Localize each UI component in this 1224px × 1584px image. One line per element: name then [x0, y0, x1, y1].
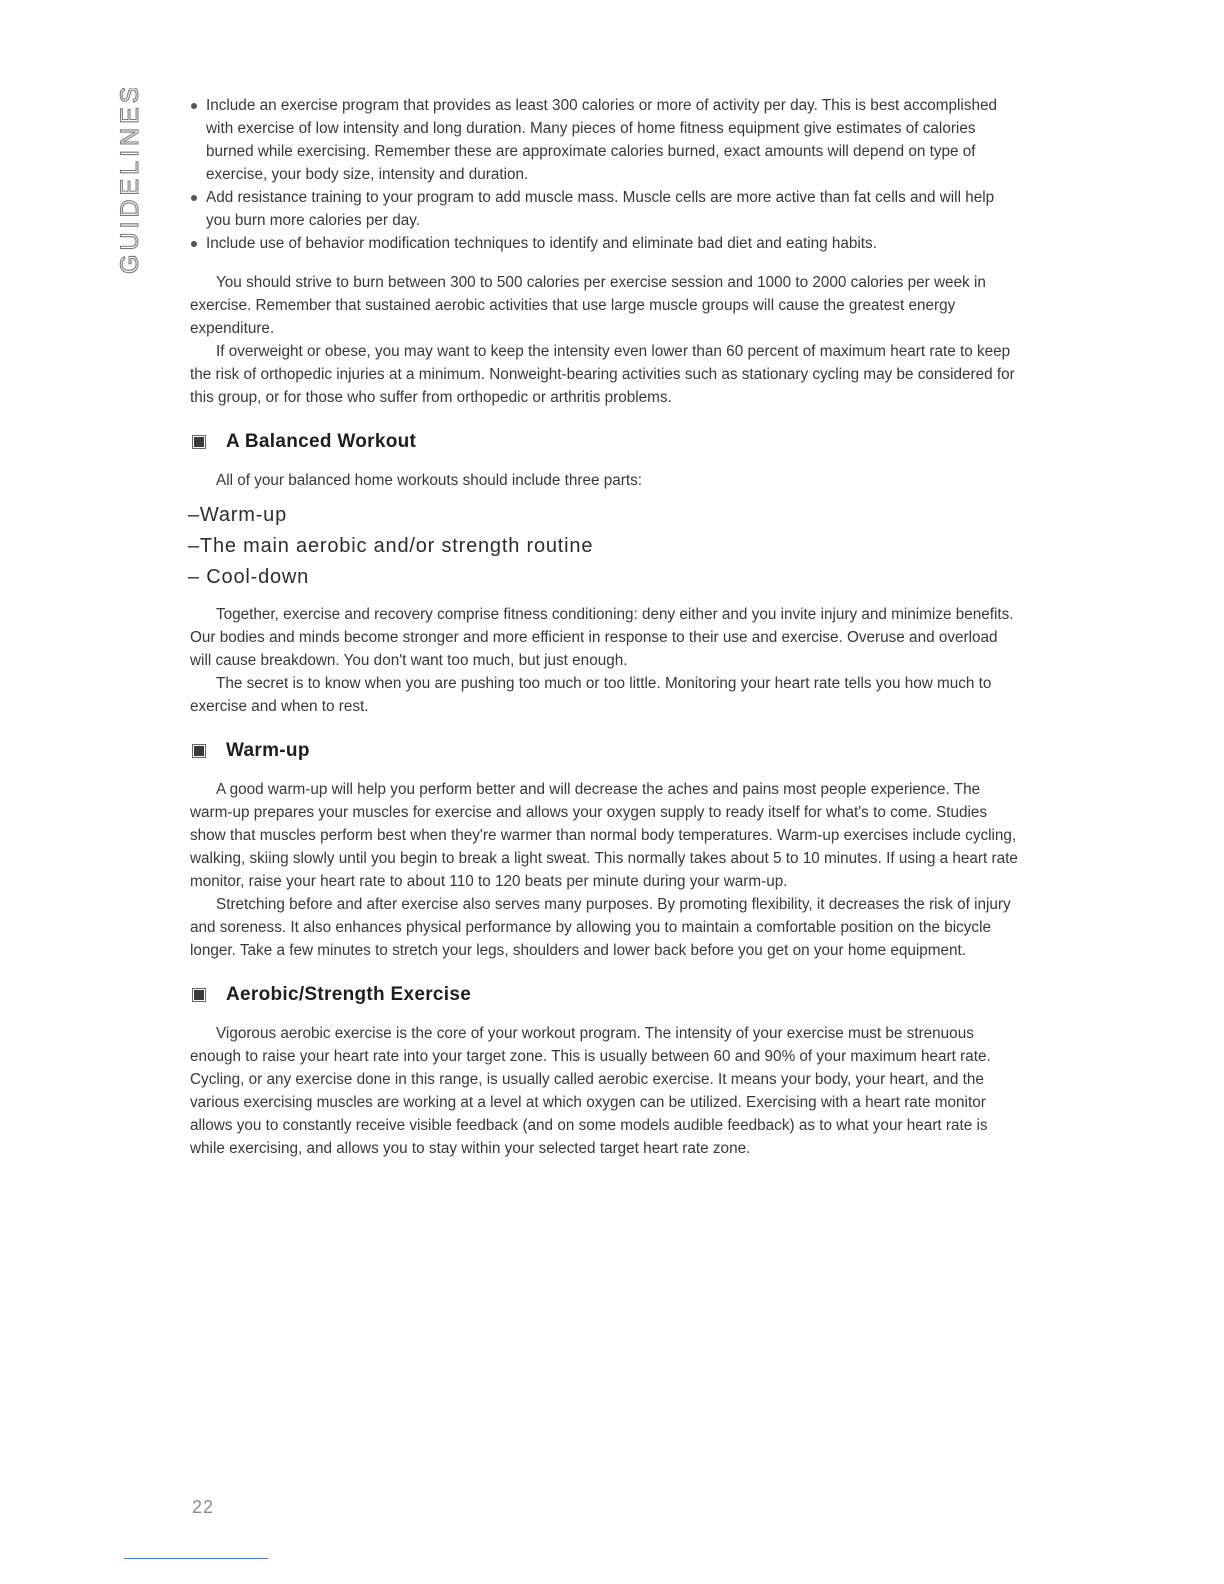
- body-paragraph: The secret is to know when you are pushing too much or too little. Monitoring your heart rate tells you how much to exercise and when to rest.: [190, 675, 992, 715]
- square-bullet-icon: [194, 990, 204, 1000]
- workout-parts-list: [190, 500, 1020, 593]
- body-paragraph: Vigorous aerobic exercise is the core of your workout program. The intensity of your exercise must be strenuous enough to raise your heart rate into your target zone. This is usually between 60 and 90% of your maximum heart rate. Cycling, or any exercise done in this range, is usually called aerobic exercise. It means your body, your heart, and the various exercising muscles are working at a level at which oxygen can be utilized. Exercising with a heart rate monitor allows you to constantly receive visible feedback (and on some models audible feedback) as to what your heart rate is while exercising, and allows you to stay within your selected target heart rate zone.: [190, 1025, 991, 1157]
- footer-rule: [124, 1558, 268, 1559]
- body-paragraph: You should strive to burn between 300 to 500 calories per exercise session and 1000 to 2000 calories per week in exercise. Remember that sustained aerobic activities that use large muscle groups will cause the greatest energy expenditure.: [190, 274, 986, 337]
- section-heading-aerobic-strength: [190, 984, 1020, 1006]
- bullet-text: Include use of behavior modification techniques to identify and eliminate bad diet and eating habits.: [206, 235, 877, 252]
- section-intro: All of your balanced home workouts should include three parts:: [216, 472, 643, 489]
- bullet-text: Add resistance training to your program to add muscle mass. Muscle cells are more active than fat cells and will help you burn more calories per day.: [206, 189, 995, 229]
- workout-part: –Warm-up: [188, 504, 288, 526]
- square-bullet-icon: [194, 437, 204, 447]
- section-heading-balanced-workout: [190, 431, 1020, 453]
- square-bullet-icon: [194, 746, 204, 756]
- bullet-dot-icon: [191, 103, 197, 109]
- workout-part: – Cool-down: [188, 566, 310, 588]
- bullet-item: [190, 94, 1020, 186]
- body-paragraph: Together, exercise and recovery comprise fitness conditioning: deny either and you invite injury and minimize benefits. Our bodies and minds become stronger and more efficient in response to their use and exercise. Overuse and overload will cause breakdown. You don't want too much, but just enough.: [190, 606, 1014, 669]
- section-heading-text: A Balanced Workout: [226, 431, 417, 452]
- side-section-label-graphic: [108, 88, 148, 278]
- body-paragraph: If overweight or obese, you may want to keep the intensity even lower than 60 percent of maximum heart rate to keep the risk of orthopedic injuries at a minimum. Nonweight-bearing activities such as stationary cycling may be considered for this group, or for those who suffer from orthopedic or arthritis problems.: [190, 343, 1015, 406]
- side-section-label-text: GUIDELINES: [116, 88, 144, 274]
- guideline-bullet-list: [190, 94, 1020, 255]
- bullet-text: Include an exercise program that provides as least 300 calories or more of activity per day. This is best accomplished with exercise of low intensity and long duration. Many pieces of home fitness equipment give estimates of calories burned while exercising. Remember these are approximate calories burned, exact amounts will depend on type of exercise, your body size, intensity and duration.: [206, 97, 998, 183]
- body-paragraph: Stretching before and after exercise also serves many purposes. By promoting flexibility, it decreases the risk of injury and soreness. It also enhances physical performance by allowing you to maintain a comfortable position on the bicycle longer. Take a few minutes to stretch your legs, shoulders and lower back before you get on your home equipment.: [190, 896, 1011, 959]
- page-number: 22: [192, 1497, 215, 1517]
- page-content: [190, 94, 1020, 1160]
- section-heading-warm-up: [190, 740, 1020, 762]
- bullet-dot-icon: [191, 241, 197, 247]
- body-paragraph: A good warm-up will help you perform better and will decrease the aches and pains most people experience. The warm-up prepares your muscles for exercise and allows your oxygen supply to ready itself for what's to come. Studies show that muscles perform best when they're warmer than normal body temperatures. Warm-up exercises include cycling, walking, skiing slowly until you begin to break a light sweat. This normally takes about 5 to 10 minutes. If using a heart rate monitor, raise your heart rate to about 110 to 120 beats per minute during your warm-up.: [190, 781, 1018, 890]
- bullet-item: [190, 186, 1020, 232]
- workout-part: –The main aerobic and/or strength routine: [188, 535, 594, 557]
- section-heading-text: Warm-up: [226, 740, 310, 761]
- section-heading-text: Aerobic/Strength Exercise: [226, 984, 472, 1005]
- bullet-dot-icon: [191, 195, 197, 201]
- bullet-item: [190, 232, 1020, 255]
- side-section-label: [108, 88, 148, 278]
